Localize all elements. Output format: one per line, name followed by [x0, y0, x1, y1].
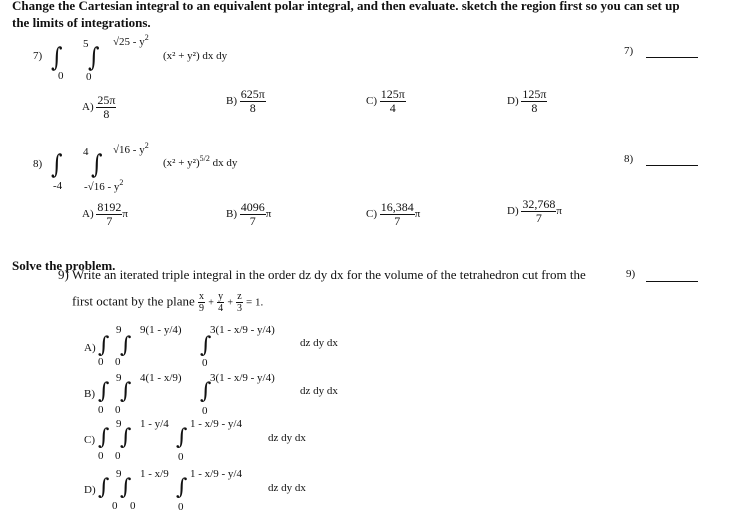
- section-title: Solve the problem.: [12, 258, 116, 273]
- q8-inner-lower: $-√16 - y^2$: [84, 178, 124, 193]
- q7-choice-c[interactable]: C) $\frac{125\pi}{4}$: [366, 87, 405, 116]
- q7-integrand: (x² + y²) dx dy: [163, 50, 228, 62]
- instructions-line-2: the limits of integrations.: [12, 15, 151, 30]
- q8-choice-a[interactable]: A) $\frac{8192}{7}$ π: [82, 200, 128, 229]
- q8-choice-b[interactable]: B) $\frac{4096}{7}$ π: [226, 200, 272, 229]
- q7-inner-lower: 0: [86, 71, 92, 83]
- q7-integral-sign-outer: ∫: [51, 43, 63, 73]
- integral-sign: ∫: [176, 475, 188, 500]
- q9-answer-blank[interactable]: [646, 281, 698, 282]
- q7-outer-lower: 0: [58, 70, 64, 82]
- q8-answer-blank[interactable]: [646, 165, 698, 166]
- plane-frac-y: $\frac{y}{4}$: [218, 291, 224, 314]
- q8-integral-sign-outer: ∫: [51, 150, 63, 180]
- q7-choice-d[interactable]: D) $\frac{125\pi}{8}$: [507, 87, 547, 116]
- q7-outer-upper: 5: [83, 38, 89, 50]
- integral-sign: ∫: [120, 475, 132, 500]
- q8-integrand: $(x^2 + y^2)^{5/2}$ dx dy: [163, 154, 238, 169]
- integral-sign: ∫: [200, 379, 212, 404]
- integral-sign: ∫: [98, 379, 110, 404]
- q8-answer-number: 8): [624, 153, 634, 165]
- q8-number: 8): [33, 158, 43, 170]
- q7-number: 7): [33, 50, 43, 62]
- q8-choice-c[interactable]: C) $\frac{16,384}{7}$ π: [366, 200, 421, 229]
- plane-frac-z: $\frac{z}{3}$: [237, 291, 242, 314]
- q7-inner-upper: $√25 - y^2$: [113, 33, 149, 48]
- q8-outer-lower: -4: [53, 180, 63, 192]
- q8-integral-sign-inner: ∫: [91, 150, 103, 180]
- q9-prompt-line-2: first octant by the plane $\frac{x}{9}$ + $\frac{y}{4}$ + $\frac{z}{3}$ = 1.: [72, 291, 264, 314]
- q8-choice-d[interactable]: D) $\frac{32,768}{7}$ π: [507, 197, 562, 226]
- integral-sign: ∫: [176, 425, 188, 450]
- q7-choice-a[interactable]: A) $\frac{25\pi}{8}$: [82, 93, 116, 122]
- integral-sign: ∫: [98, 475, 110, 500]
- q7-choice-b[interactable]: B) $\frac{625\pi}{8}$: [226, 87, 265, 116]
- integral-sign: ∫: [98, 425, 110, 450]
- q9-answer-number: 9): [626, 268, 636, 280]
- integral-sign: ∫: [120, 379, 132, 404]
- integral-sign: ∫: [98, 333, 110, 358]
- integral-sign: ∫: [200, 333, 212, 358]
- q7-answer-number: 7): [624, 45, 634, 57]
- q8-inner-upper: $√16 - y^2$: [113, 141, 149, 156]
- integral-sign: ∫: [120, 333, 132, 358]
- q8-outer-upper: 4: [83, 146, 89, 158]
- q7-answer-blank[interactable]: [646, 57, 698, 58]
- instructions-line-1: Change the Cartesian integral to an equivalent polar integral, and then evaluate. sketch the region first so you can set up: [12, 0, 680, 13]
- plane-frac-x: $\frac{x}{9}$: [199, 291, 204, 314]
- q9-prompt-line-1: 9) Write an iterated triple integral in the order dz dy dx for the volume of the tetrahedron cut from the: [58, 267, 586, 282]
- q7-integral-sign-inner: ∫: [88, 43, 100, 73]
- integral-sign: ∫: [120, 425, 132, 450]
